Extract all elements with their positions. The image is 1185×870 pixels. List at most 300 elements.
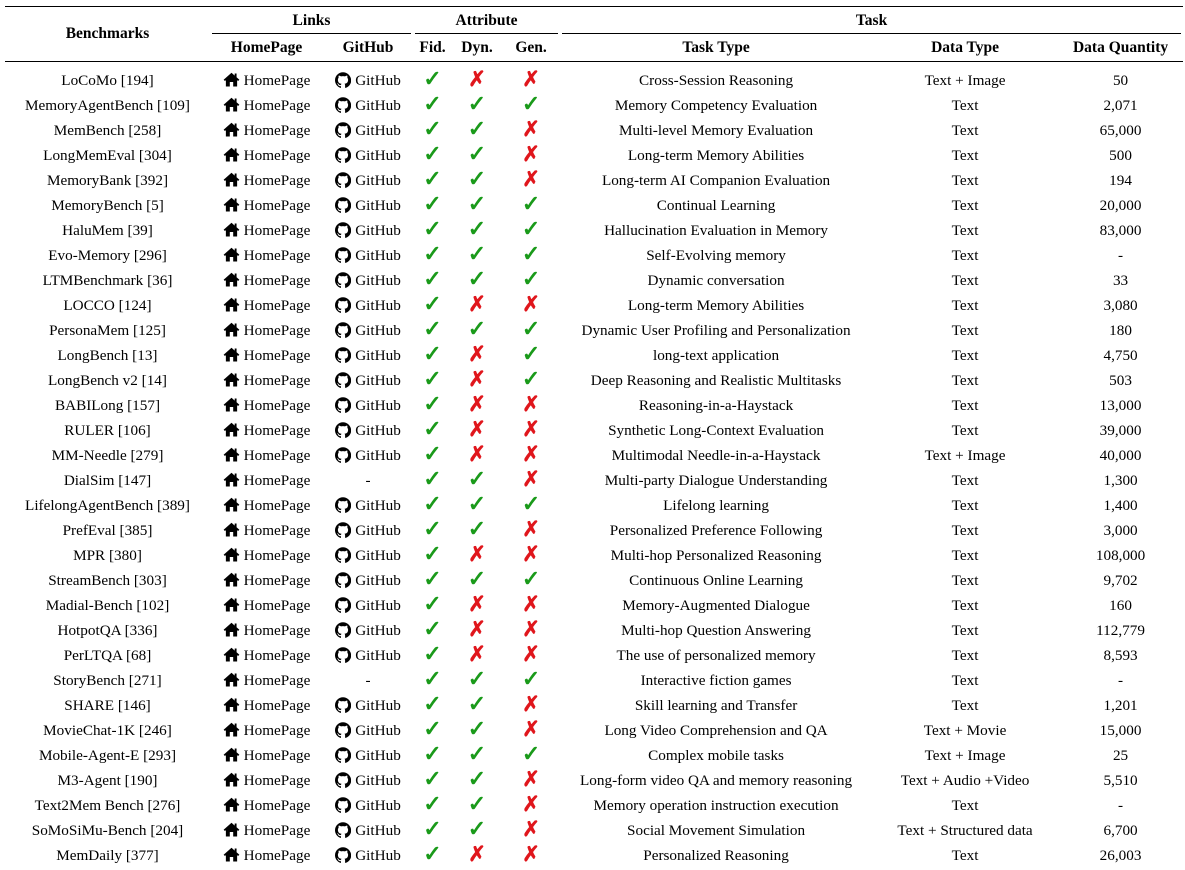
- dyn-mark: [452, 718, 502, 743]
- github-icon: [335, 172, 351, 188]
- dyn-mark: [452, 393, 502, 418]
- homepage-link[interactable]: [210, 93, 323, 118]
- homepage-link[interactable]: [210, 118, 323, 143]
- task-type-text: Long-form video QA and memory reasoning: [580, 771, 853, 789]
- task-type-text: Cross-Session Reasoning: [639, 71, 794, 89]
- benchmark-name-text: MemoryAgentBench [109]: [25, 96, 190, 114]
- homepage-link[interactable]: [210, 293, 323, 318]
- homepage-link[interactable]: [210, 193, 323, 218]
- home-icon: [223, 272, 240, 287]
- data-quantity-text: -: [1118, 246, 1124, 264]
- data-type-text: Text: [951, 371, 979, 389]
- github-icon: [335, 647, 351, 663]
- table-body: [5, 62, 1183, 869]
- homepage-link-text[interactable]: HomePage: [243, 446, 311, 464]
- data-type-text: Text: [951, 271, 979, 289]
- homepage-link-text[interactable]: HomePage: [243, 821, 311, 839]
- github-link-text[interactable]: GitHub: [355, 321, 401, 339]
- check-icon: ✓: [467, 491, 487, 516]
- homepage-link[interactable]: [210, 243, 323, 268]
- github-link-text[interactable]: GitHub: [355, 96, 401, 114]
- dyn-mark: [452, 343, 502, 368]
- github-link[interactable]: [323, 243, 413, 268]
- homepage-link-text[interactable]: HomePage: [243, 571, 311, 589]
- header-attribute: Attribute: [413, 7, 560, 35]
- home-icon: [223, 597, 240, 612]
- table-row: [5, 568, 1183, 593]
- homepage-link-text[interactable]: HomePage: [243, 371, 311, 389]
- table-row: [5, 293, 1183, 318]
- home-icon: [223, 122, 240, 137]
- github-link-text[interactable]: GitHub: [355, 371, 401, 389]
- homepage-link[interactable]: [210, 593, 323, 618]
- dyn-mark: [452, 493, 502, 518]
- github-link-text[interactable]: GitHub: [355, 346, 401, 364]
- data-quantity: [1058, 768, 1183, 793]
- cross-icon: ✗: [522, 842, 540, 866]
- data-quantity: [1058, 618, 1183, 643]
- benchmark-name-text: Evo-Memory [296]: [48, 246, 167, 264]
- data-type: [872, 493, 1058, 518]
- fid-mark: [413, 668, 452, 693]
- data-type: [872, 143, 1058, 168]
- table-row: [5, 818, 1183, 843]
- cross-icon: ✗: [468, 842, 486, 866]
- github-link[interactable]: [323, 793, 413, 818]
- github-icon: [335, 547, 351, 563]
- homepage-link[interactable]: [210, 568, 323, 593]
- homepage-link[interactable]: [210, 368, 323, 393]
- github-link[interactable]: [323, 568, 413, 593]
- data-type-text: Text: [951, 571, 979, 589]
- dyn-mark: [452, 218, 502, 243]
- homepage-link[interactable]: [210, 343, 323, 368]
- benchmark-name-text: MemDaily [377]: [56, 846, 159, 864]
- homepage-link-text[interactable]: HomePage: [243, 146, 311, 164]
- data-quantity: [1058, 843, 1183, 868]
- data-quantity: [1058, 568, 1183, 593]
- homepage-link[interactable]: [210, 768, 323, 793]
- fid-mark: [413, 768, 452, 793]
- data-quantity: [1058, 93, 1183, 118]
- task-type-text: Personalized Preference Following: [609, 521, 823, 539]
- github-link-text[interactable]: GitHub: [355, 771, 401, 789]
- task-type: [560, 293, 872, 318]
- data-type: [872, 243, 1058, 268]
- check-icon: ✓: [467, 141, 487, 166]
- data-quantity-text: 8,593: [1103, 646, 1138, 664]
- github-link-text[interactable]: GitHub: [355, 571, 401, 589]
- dyn-mark: [452, 668, 502, 693]
- home-icon: [223, 497, 240, 512]
- github-icon: [335, 297, 351, 313]
- data-quantity: [1058, 443, 1183, 468]
- fid-mark: [413, 493, 452, 518]
- data-type: [872, 368, 1058, 393]
- data-type: [872, 393, 1058, 418]
- dyn-mark: [452, 693, 502, 718]
- header-homepage: HomePage: [210, 34, 323, 62]
- cross-icon: ✗: [522, 417, 540, 441]
- github-link-text[interactable]: GitHub: [355, 421, 401, 439]
- data-type-text: Text: [951, 321, 979, 339]
- homepage-link[interactable]: [210, 393, 323, 418]
- github-link-text[interactable]: GitHub: [355, 521, 401, 539]
- home-icon: [223, 847, 240, 862]
- homepage-link-text[interactable]: HomePage: [243, 271, 311, 289]
- homepage-link[interactable]: [210, 468, 323, 493]
- github-link-text[interactable]: GitHub: [355, 646, 401, 664]
- gen-mark: [502, 643, 560, 668]
- check-icon: ✓: [521, 241, 541, 266]
- check-icon: ✓: [467, 166, 487, 191]
- homepage-link[interactable]: [210, 443, 323, 468]
- homepage-link[interactable]: [210, 718, 323, 743]
- homepage-link-text[interactable]: HomePage: [243, 346, 311, 364]
- home-icon: [223, 772, 240, 787]
- github-link-text[interactable]: GitHub: [355, 71, 401, 89]
- homepage-link[interactable]: [210, 693, 323, 718]
- github-link-text[interactable]: GitHub: [355, 146, 401, 164]
- gen-mark: [502, 618, 560, 643]
- benchmark-name: [5, 418, 210, 443]
- github-link[interactable]: [323, 818, 413, 843]
- benchmark-name: [5, 393, 210, 418]
- fid-mark: [413, 418, 452, 443]
- data-type-text: Text: [951, 596, 979, 614]
- homepage-link-text[interactable]: HomePage: [243, 321, 311, 339]
- github-link[interactable]: [323, 418, 413, 443]
- github-link-text[interactable]: GitHub: [355, 446, 401, 464]
- github-link-text[interactable]: GitHub: [355, 546, 401, 564]
- homepage-link[interactable]: [210, 493, 323, 518]
- homepage-link-text[interactable]: HomePage: [243, 521, 311, 539]
- data-type: [872, 768, 1058, 793]
- github-link[interactable]: [323, 843, 413, 868]
- github-link-text[interactable]: GitHub: [355, 396, 401, 414]
- cross-icon: ✗: [522, 167, 540, 191]
- benchmark-name-text: MemoryBank [392]: [46, 171, 169, 189]
- data-type-text: Text: [951, 246, 979, 264]
- data-quantity: [1058, 743, 1183, 768]
- github-link[interactable]: [323, 443, 413, 468]
- homepage-link-text[interactable]: HomePage: [243, 621, 311, 639]
- dyn-mark: [452, 368, 502, 393]
- homepage-link-text[interactable]: HomePage: [243, 721, 311, 739]
- github-icon: [335, 372, 351, 388]
- cross-icon: ✗: [468, 542, 486, 566]
- github-link[interactable]: [323, 218, 413, 243]
- fid-mark: [413, 143, 452, 168]
- homepage-link-text[interactable]: HomePage: [243, 71, 311, 89]
- github-link[interactable]: [323, 268, 413, 293]
- task-type: [560, 62, 872, 94]
- dyn-mark: [452, 268, 502, 293]
- table-row: [5, 643, 1183, 668]
- check-icon: ✓: [423, 391, 442, 416]
- homepage-link-text[interactable]: HomePage: [243, 696, 311, 714]
- github-link-text[interactable]: GitHub: [355, 746, 401, 764]
- data-type: [872, 293, 1058, 318]
- github-link[interactable]: [323, 393, 413, 418]
- github-link-text[interactable]: GitHub: [355, 246, 401, 264]
- data-type-text: Text: [951, 121, 979, 139]
- data-quantity-text: 83,000: [1099, 221, 1142, 239]
- benchmark-name: [5, 818, 210, 843]
- task-type: [560, 618, 872, 643]
- data-type-text: Text + Image: [924, 446, 1006, 464]
- homepage-link[interactable]: [210, 543, 323, 568]
- fid-mark: [413, 343, 452, 368]
- data-quantity-text: 180: [1109, 321, 1132, 339]
- github-link[interactable]: [323, 62, 413, 94]
- data-quantity-text: 15,000: [1099, 721, 1142, 739]
- fid-mark: [413, 368, 452, 393]
- table-row: [5, 168, 1183, 193]
- check-icon: ✓: [423, 816, 442, 841]
- check-icon: ✓: [423, 466, 442, 491]
- github-link[interactable]: [323, 518, 413, 543]
- homepage-link-text[interactable]: HomePage: [243, 396, 311, 414]
- table-row: [5, 418, 1183, 443]
- github-link[interactable]: [323, 118, 413, 143]
- github-link[interactable]: [323, 543, 413, 568]
- github-link[interactable]: [323, 743, 413, 768]
- dyn-mark: [452, 743, 502, 768]
- data-quantity-text: 1,400: [1103, 496, 1138, 514]
- fid-mark: [413, 643, 452, 668]
- github-icon: [335, 847, 351, 863]
- homepage-link-text[interactable]: HomePage: [243, 121, 311, 139]
- github-link[interactable]: [323, 293, 413, 318]
- table-row: [5, 468, 1183, 493]
- homepage-link[interactable]: [210, 218, 323, 243]
- fid-mark: [413, 293, 452, 318]
- data-type-text: Text + Audio +Video: [900, 771, 1030, 789]
- cross-icon: ✗: [522, 717, 540, 741]
- table-row: [5, 618, 1183, 643]
- benchmark-name-text: MovieChat-1K [246]: [43, 721, 172, 739]
- check-icon: ✓: [423, 741, 442, 766]
- github-link-text[interactable]: GitHub: [355, 696, 401, 714]
- github-icon: [335, 72, 351, 88]
- homepage-link-text[interactable]: HomePage: [243, 171, 311, 189]
- homepage-link-text[interactable]: HomePage: [243, 96, 311, 114]
- benchmark-name: [5, 218, 210, 243]
- data-quantity-text: 40,000: [1099, 446, 1142, 464]
- github-link-text[interactable]: GitHub: [355, 121, 401, 139]
- fid-mark: [413, 393, 452, 418]
- github-link-text[interactable]: GitHub: [355, 221, 401, 239]
- check-icon: ✓: [423, 541, 442, 566]
- benchmark-name: [5, 293, 210, 318]
- data-quantity-text: 3,080: [1103, 296, 1138, 314]
- github-link[interactable]: [323, 343, 413, 368]
- homepage-link-text[interactable]: HomePage: [243, 746, 311, 764]
- github-link[interactable]: [323, 618, 413, 643]
- data-quantity: [1058, 268, 1183, 293]
- github-link: [323, 468, 413, 493]
- github-link[interactable]: [323, 718, 413, 743]
- github-icon: [335, 322, 351, 338]
- github-link-text: -: [365, 471, 371, 489]
- benchmark-name: [5, 568, 210, 593]
- homepage-link[interactable]: [210, 818, 323, 843]
- homepage-link-text[interactable]: HomePage: [243, 846, 311, 864]
- benchmark-name-text: Mobile-Agent-E [293]: [38, 746, 177, 764]
- github-link[interactable]: [323, 643, 413, 668]
- benchmark-name-text: BABILong [157]: [54, 396, 161, 414]
- benchmark-table-container: [5, 6, 1183, 868]
- homepage-link-text[interactable]: HomePage: [243, 771, 311, 789]
- homepage-link-text[interactable]: HomePage: [243, 596, 311, 614]
- github-link[interactable]: [323, 368, 413, 393]
- task-type-text: long-text application: [652, 346, 780, 364]
- data-quantity-text: 25: [1112, 746, 1129, 764]
- homepage-link-text[interactable]: HomePage: [243, 671, 311, 689]
- github-link[interactable]: [323, 318, 413, 343]
- task-type: [560, 443, 872, 468]
- check-icon: ✓: [467, 191, 487, 216]
- cross-icon: ✗: [522, 817, 540, 841]
- github-link-text[interactable]: GitHub: [355, 621, 401, 639]
- home-icon: [223, 97, 240, 112]
- homepage-link-text[interactable]: HomePage: [243, 221, 311, 239]
- github-link-text[interactable]: GitHub: [355, 171, 401, 189]
- github-link[interactable]: [323, 168, 413, 193]
- homepage-link-text[interactable]: HomePage: [243, 196, 311, 214]
- homepage-link[interactable]: [210, 743, 323, 768]
- homepage-link[interactable]: [210, 168, 323, 193]
- homepage-link-text[interactable]: HomePage: [243, 646, 311, 664]
- homepage-link[interactable]: [210, 618, 323, 643]
- fid-mark: [413, 443, 452, 468]
- homepage-link[interactable]: [210, 668, 323, 693]
- homepage-link[interactable]: [210, 643, 323, 668]
- data-type: [872, 343, 1058, 368]
- homepage-link[interactable]: [210, 418, 323, 443]
- data-type: [872, 643, 1058, 668]
- check-icon: ✓: [521, 341, 541, 366]
- homepage-link[interactable]: [210, 268, 323, 293]
- homepage-link-text[interactable]: HomePage: [243, 421, 311, 439]
- home-icon: [223, 622, 240, 637]
- table-row: [5, 493, 1183, 518]
- check-icon: ✓: [423, 366, 442, 391]
- homepage-link-text[interactable]: HomePage: [243, 496, 311, 514]
- task-type: [560, 493, 872, 518]
- data-quantity: [1058, 818, 1183, 843]
- dyn-mark: [452, 143, 502, 168]
- data-type-text: Text: [951, 846, 979, 864]
- dyn-mark: [452, 793, 502, 818]
- check-icon: ✓: [521, 666, 541, 691]
- gen-mark: [502, 318, 560, 343]
- github-link[interactable]: [323, 693, 413, 718]
- data-quantity-text: 33: [1112, 271, 1129, 289]
- github-link[interactable]: [323, 193, 413, 218]
- benchmark-name-text: LongBench v2 [14]: [48, 371, 167, 389]
- dyn-mark: [452, 843, 502, 868]
- check-icon: ✓: [423, 416, 442, 441]
- github-link-text[interactable]: GitHub: [355, 721, 401, 739]
- github-link-text[interactable]: GitHub: [355, 821, 401, 839]
- benchmark-name: [5, 593, 210, 618]
- cross-icon: ✗: [522, 692, 540, 716]
- gen-mark: [502, 668, 560, 693]
- cross-icon: ✗: [468, 367, 486, 391]
- benchmark-name: [5, 743, 210, 768]
- benchmark-name-text: StoryBench [271]: [53, 671, 162, 689]
- check-icon: ✓: [467, 466, 487, 491]
- benchmark-name: [5, 718, 210, 743]
- github-icon: [335, 447, 351, 463]
- task-type: [560, 93, 872, 118]
- homepage-link-text[interactable]: HomePage: [243, 296, 311, 314]
- data-quantity: [1058, 693, 1183, 718]
- task-type-text: Dynamic conversation: [647, 271, 785, 289]
- github-link[interactable]: [323, 593, 413, 618]
- homepage-link[interactable]: [210, 518, 323, 543]
- github-link[interactable]: [323, 143, 413, 168]
- homepage-link-text[interactable]: HomePage: [243, 246, 311, 264]
- homepage-link[interactable]: [210, 843, 323, 868]
- home-icon: [223, 322, 240, 337]
- github-link-text[interactable]: GitHub: [355, 596, 401, 614]
- homepage-link[interactable]: [210, 143, 323, 168]
- header-task-type: Task Type: [560, 34, 872, 62]
- data-type-text: Text: [951, 796, 979, 814]
- github-link-text[interactable]: GitHub: [355, 796, 401, 814]
- home-icon: [223, 572, 240, 587]
- gen-mark: [502, 443, 560, 468]
- cross-icon: ✗: [522, 142, 540, 166]
- dyn-mark: [452, 418, 502, 443]
- gen-mark: [502, 93, 560, 118]
- check-icon: ✓: [467, 266, 487, 291]
- check-icon: ✓: [521, 741, 541, 766]
- cross-icon: ✗: [522, 392, 540, 416]
- github-link-text[interactable]: GitHub: [355, 196, 401, 214]
- homepage-link[interactable]: [210, 318, 323, 343]
- task-type: [560, 343, 872, 368]
- data-quantity: [1058, 593, 1183, 618]
- github-link-text[interactable]: GitHub: [355, 271, 401, 289]
- homepage-link-text[interactable]: HomePage: [243, 796, 311, 814]
- benchmark-name: [5, 343, 210, 368]
- github-link-text[interactable]: GitHub: [355, 496, 401, 514]
- cross-icon: ✗: [522, 67, 540, 91]
- data-type-text: Text: [951, 221, 979, 239]
- homepage-link[interactable]: [210, 62, 323, 94]
- task-type: [560, 718, 872, 743]
- github-link[interactable]: [323, 493, 413, 518]
- home-icon: [223, 372, 240, 387]
- homepage-link-text[interactable]: HomePage: [243, 546, 311, 564]
- github-link[interactable]: [323, 768, 413, 793]
- github-link-text[interactable]: GitHub: [355, 846, 401, 864]
- home-icon: [223, 147, 240, 162]
- home-icon: [223, 72, 240, 87]
- github-icon: [335, 622, 351, 638]
- homepage-link[interactable]: [210, 793, 323, 818]
- data-type: [872, 518, 1058, 543]
- table-row: [5, 443, 1183, 468]
- github-link-text[interactable]: GitHub: [355, 296, 401, 314]
- github-link[interactable]: [323, 93, 413, 118]
- homepage-link-text[interactable]: HomePage: [243, 471, 311, 489]
- fid-mark: [413, 693, 452, 718]
